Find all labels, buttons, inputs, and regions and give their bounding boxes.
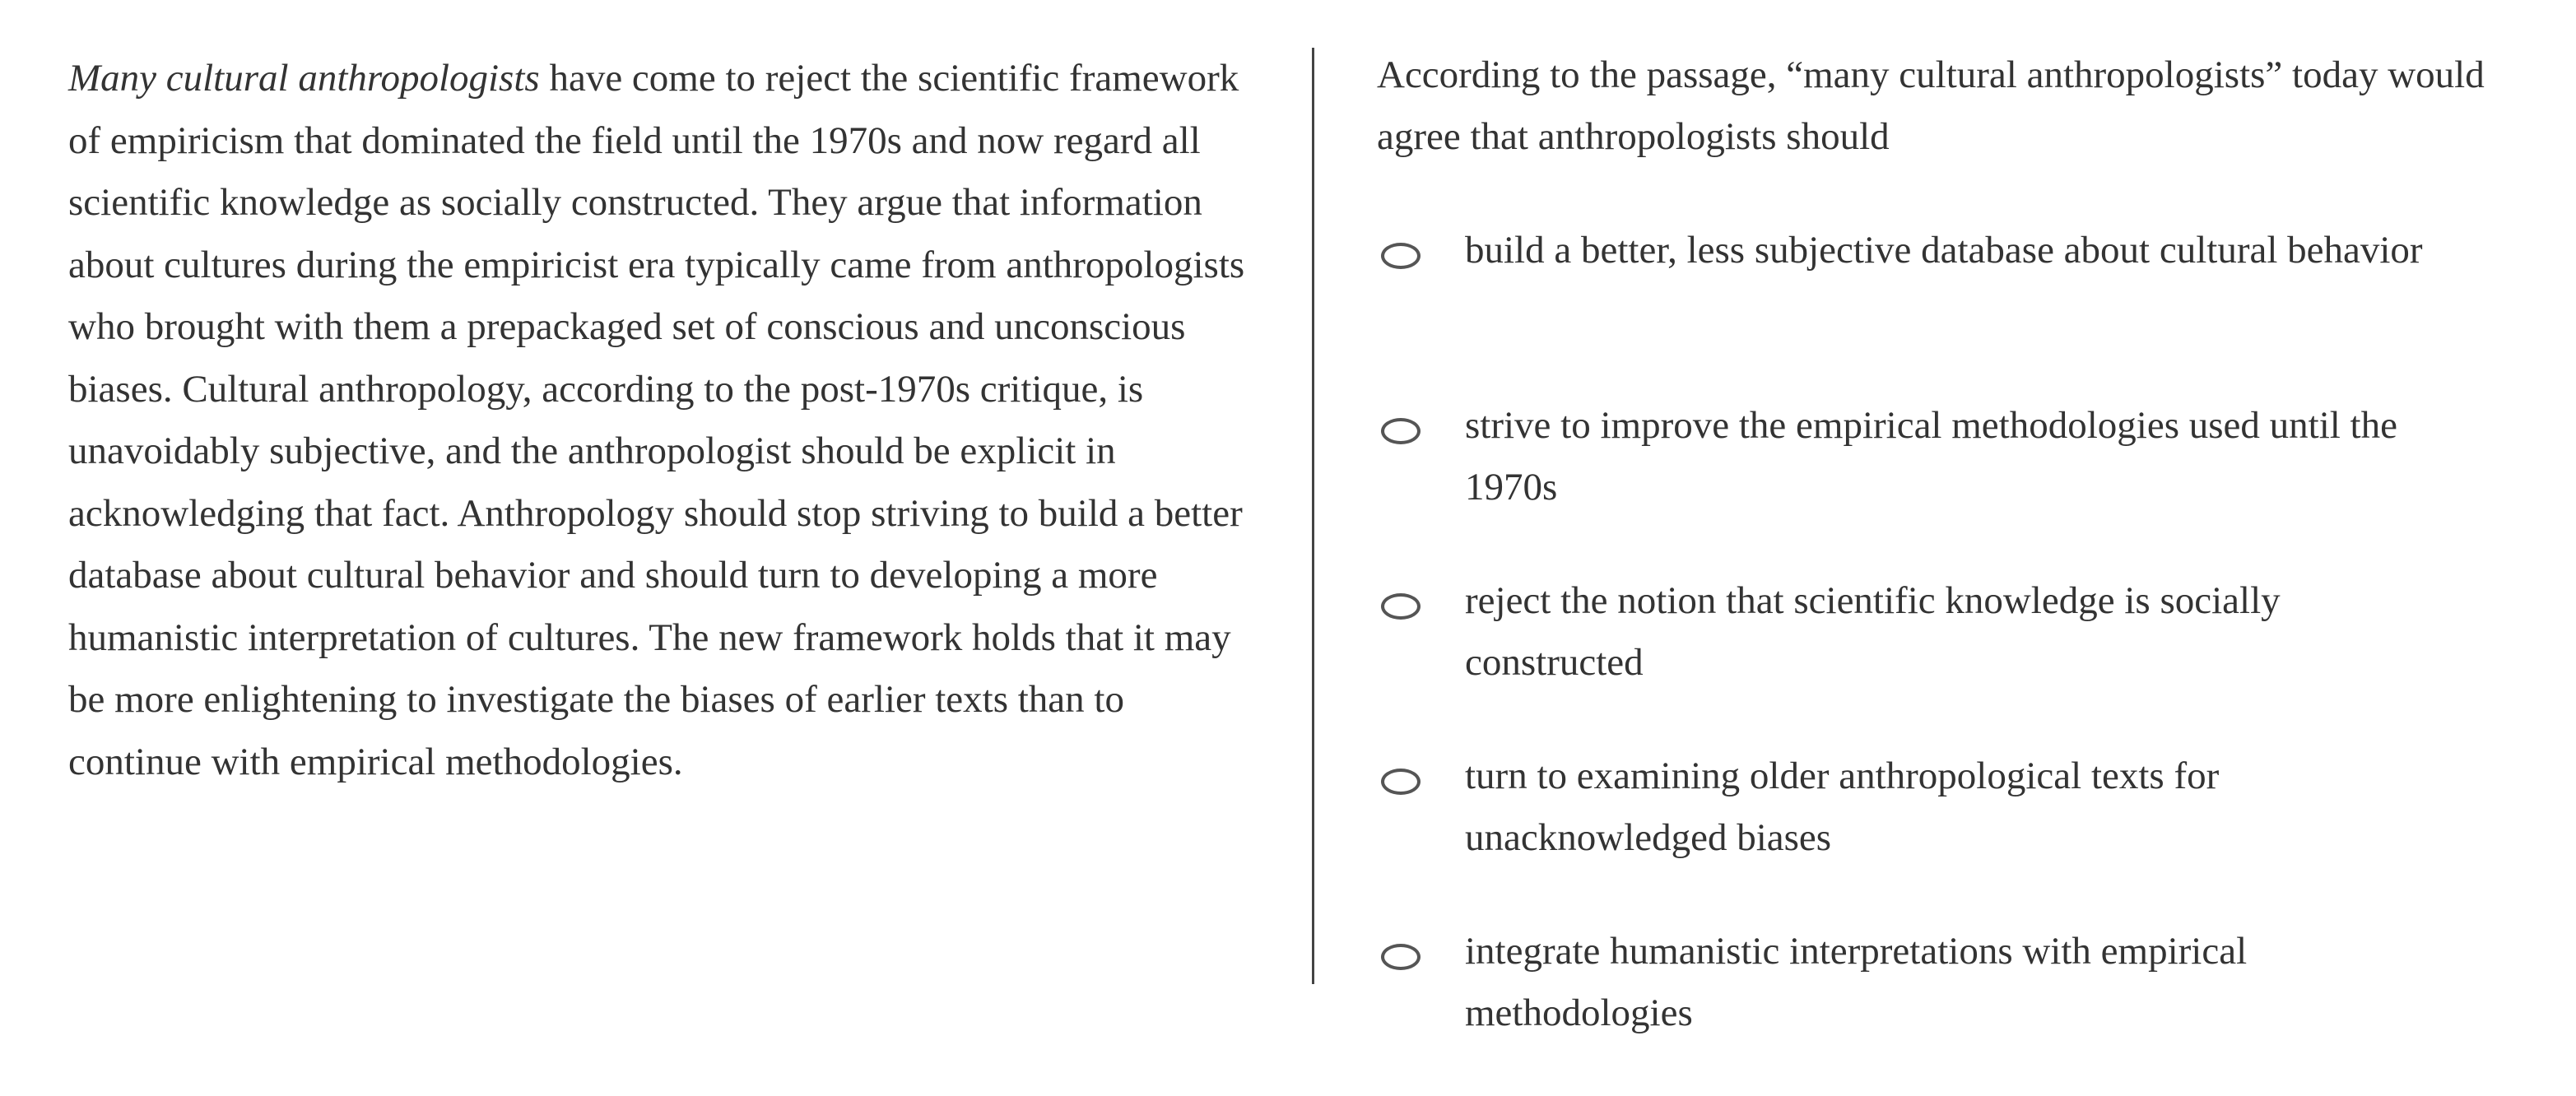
question-prompt: According to the passage, “many cultural anthropologists” today would agree that anthropologists should (1377, 53, 2485, 158)
answer-option-label: turn to examining older anthropological texts for unacknowledged biases (1465, 755, 2220, 859)
radio-button-icon[interactable] (1381, 944, 1421, 970)
answer-option-b[interactable] (1377, 395, 2546, 570)
answer-option-d[interactable] (1377, 745, 2546, 921)
answer-option-label: integrate humanistic interpretations with empirical methodologies (1465, 930, 2248, 1034)
answer-option-label: strive to improve the empirical methodologies used until the 1970s (1465, 404, 2397, 509)
answer-options (1377, 220, 2546, 1096)
radio-button-icon[interactable] (1381, 418, 1421, 444)
answer-option-label: reject the notion that scientific knowledge is socially constructed (1465, 579, 2281, 684)
reading-passage (68, 48, 1253, 793)
radio-button-icon[interactable] (1381, 769, 1421, 795)
answer-option-a[interactable] (1377, 220, 2546, 395)
passage-body: have come to reject the scientific framework of empiricism that dominated the field until the 1970s and now regard all scientific knowledge as socially constructed. They argue that information about cultures during the empiricist era typically came from anthropologists who brought with them a prepackaged set of conscious and unconscious biases. Cultural anthropology, according to the post-1970s critique, is unavoidably subjective, and the anthropologist should be explicit in acknowledging that fact. Anthropology should stop striving to build a better database about cultural behavior and should turn to developing a more humanistic interpretation of cultures. The new framework holds that it may be more enlightening to investigate the biases of earlier texts than to continue with empirical methodologies. (68, 57, 1245, 783)
answer-option-c[interactable] (1377, 570, 2546, 745)
passage-lead-italic: Many cultural anthropologists (68, 57, 540, 100)
column-divider (1312, 48, 1314, 984)
answer-option-e[interactable] (1377, 921, 2546, 1096)
answer-option-label: build a better, less subjective database about cultural behavior (1465, 229, 2423, 272)
radio-button-icon[interactable] (1381, 593, 1421, 620)
radio-button-icon[interactable] (1381, 243, 1421, 269)
